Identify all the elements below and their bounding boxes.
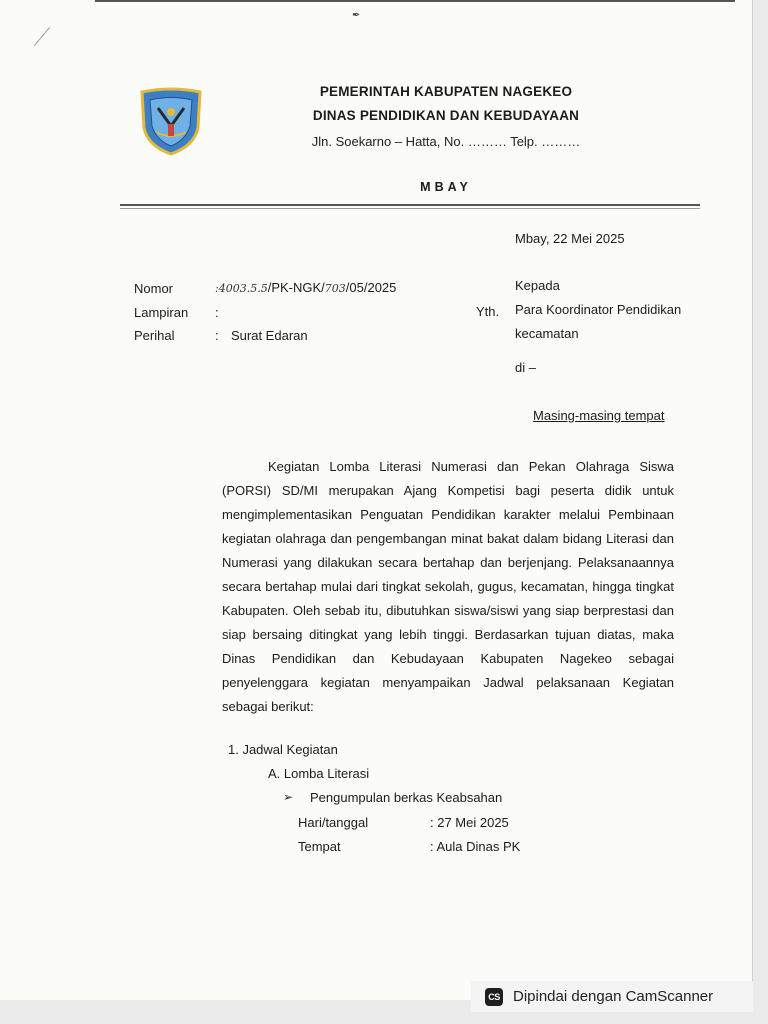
perihal-label: Perihal — [134, 328, 175, 343]
recipient-kepada: Kepada — [515, 278, 560, 293]
header-divider — [120, 204, 700, 206]
header-address: Jln. Soekarno – Hatta, No. ……… Telp. ……… — [311, 134, 581, 149]
recipient-place: Masing-masing tempat — [533, 408, 665, 423]
camscanner-watermark — [471, 981, 753, 1012]
schedule-date-value: : 27 Mei 2025 — [430, 815, 509, 830]
scan-corner-mark — [34, 27, 50, 46]
camscanner-label: Dipindai dengan CamScanner — [513, 988, 714, 1005]
lampiran-label: Lampiran — [134, 305, 189, 320]
schedule-heading: 1. Jadwal Kegiatan — [228, 742, 338, 757]
nomor-label: Nomor — [134, 281, 174, 296]
header-department: DINAS PENDIDIKAN DAN KEBUDAYAAN — [312, 108, 580, 123]
schedule-place-label: Tempat — [298, 839, 341, 854]
nomor-typed-2: /05/2025 — [345, 280, 397, 295]
recipient-yth: Yth. — [476, 304, 500, 319]
letter-date: Mbay, 22 Mei 2025 — [515, 231, 625, 246]
nomor-value — [215, 280, 396, 295]
recipient-line-2: kecamatan — [515, 326, 579, 341]
header-city: MBAY — [420, 180, 472, 194]
header-divider-thin — [120, 208, 700, 209]
schedule-date-label: Hari/tanggal — [298, 815, 369, 830]
scan-mark: ✒ — [352, 10, 361, 21]
arrow-bullet-icon: ➢ — [283, 790, 294, 804]
recipient-line-1: Para Koordinator Pendidikan — [515, 302, 682, 317]
schedule-subheading: A. Lomba Literasi — [268, 766, 370, 781]
lampiran-value: : — [215, 305, 219, 320]
nomor-handwritten-1: :4003.5.5 — [215, 282, 268, 295]
recipient-di: di – — [515, 360, 536, 375]
nomor-typed-1: /PK-NGK/ — [267, 280, 325, 295]
scan-top-edge — [95, 0, 735, 2]
schedule-bullet-text: Pengumpulan berkas Keabsahan — [310, 790, 503, 805]
header-government: PEMERINTAH KABUPATEN NAGEKEO — [319, 84, 573, 99]
perihal-colon: : — [215, 328, 219, 343]
schedule-place-value: : Aula Dinas PK — [430, 839, 521, 854]
camscanner-icon: CS — [485, 988, 503, 1006]
letter-body-paragraph: Kegiatan Lomba Literasi Numerasi dan Pekan Olahraga Siswa (PORSI) SD/MI merupakan Ajang Kompetisi bagi peserta didik untuk mengimplementasikan Penguatan Pendidikan karakter melalui Pembinaan kegiatan olahraga dan pengembangan minat bakat dalam bidang Literasi dan Numerasi yang dilakukan secara bertahap dan berjenjang. Pelaksanaannya secara bertahap mulai dari tingkat sekolah, gugus, kecamatan, hingga tingkat Kabupaten. Oleh sebab itu, dibutuhkan siswa/siswi yang siap berprestasi dan siap bersaing ditingkat yang lebih tinggi. Berdasarkan tujuan diatas, maka Dinas Pendidikan dan Kebudayaan Kabupaten Nagekeo sebagai penyelenggara kegiatan menyampaikan Jadwal pelaksanaan Kegiatan sebagai berikut: — [222, 459, 674, 714]
perihal-value: Surat Edaran — [231, 328, 308, 343]
nomor-handwritten-2: 703 — [324, 282, 346, 295]
